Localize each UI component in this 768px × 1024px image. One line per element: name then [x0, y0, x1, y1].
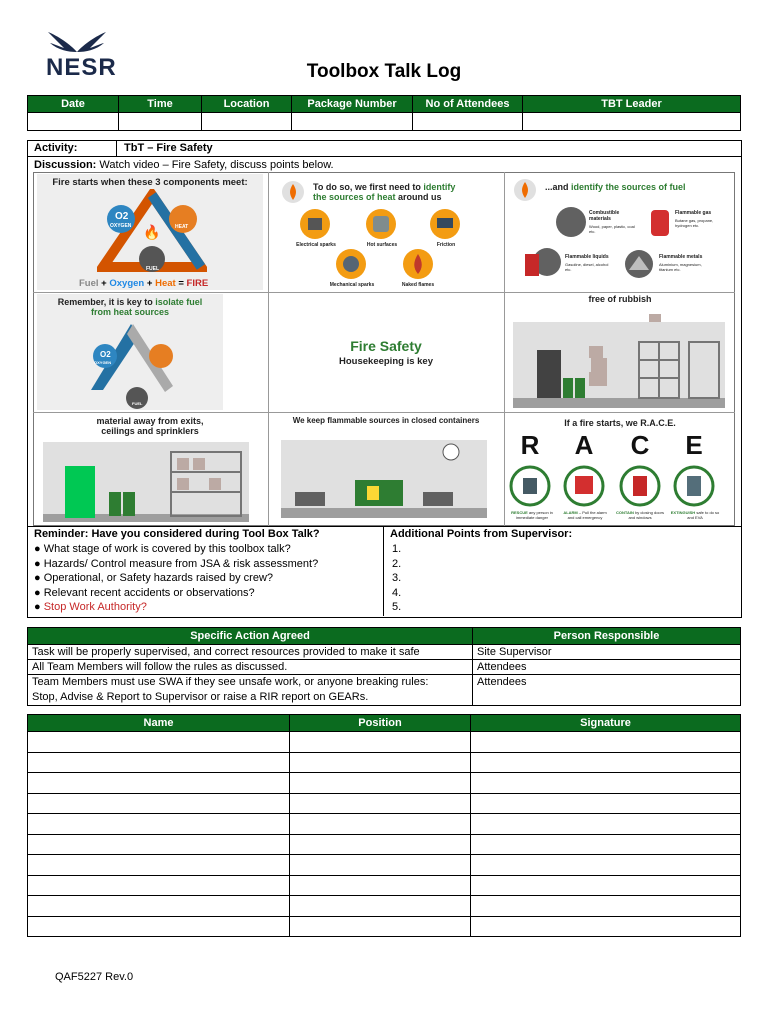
additional-item[interactable]: 5.	[392, 601, 402, 614]
signature-row	[28, 793, 741, 814]
col-person-responsible: Person Responsible	[473, 628, 741, 645]
exit-clear-illustration	[37, 438, 263, 524]
signature-row	[28, 732, 741, 753]
position-input[interactable]	[290, 814, 471, 835]
additional-title: Additional Points from Supervisor:	[390, 528, 573, 540]
signature-row	[28, 834, 741, 855]
p3-item-combustible: Combustible materials	[589, 210, 620, 222]
panel-heat-sources	[273, 174, 499, 290]
name-input[interactable]	[28, 896, 290, 917]
p1-o2: O2	[115, 211, 129, 222]
race-r: R	[520, 430, 540, 460]
position-input[interactable]	[290, 732, 471, 753]
name-input[interactable]	[28, 834, 290, 855]
p2-item-electrical: Electrical sparks	[296, 242, 336, 248]
name-input[interactable]	[28, 916, 290, 937]
position-input[interactable]	[290, 896, 471, 917]
signature-input[interactable]	[471, 834, 741, 855]
signature-input[interactable]	[471, 793, 741, 814]
col-date: Date	[28, 96, 119, 113]
discussion-label: Discussion:	[34, 159, 97, 171]
p2-item-friction: Friction	[436, 242, 456, 248]
position-input[interactable]	[290, 834, 471, 855]
name-input[interactable]	[28, 732, 290, 753]
reminder-item: ● Operational, or Safety hazards raised by crew?	[34, 572, 273, 585]
p1-heat: HEAT	[175, 224, 189, 230]
p8-caption: We keep flammable sources in closed containers	[292, 416, 480, 425]
position-input[interactable]	[290, 793, 471, 814]
tbt-leader-input[interactable]	[523, 113, 741, 131]
activity-row-line	[27, 156, 741, 157]
fire-equation: Fuel + Oxygen + Heat = FIRE	[79, 278, 209, 289]
additional-list	[392, 542, 401, 615]
reminder-list	[34, 542, 318, 615]
location-input[interactable]	[202, 113, 292, 131]
position-input[interactable]	[290, 875, 471, 896]
activity-divider	[116, 140, 117, 156]
signature-input[interactable]	[471, 814, 741, 835]
doc-code: QAF5227 Rev.0	[55, 971, 134, 983]
reminder-divider	[383, 526, 384, 616]
name-input[interactable]	[28, 752, 290, 773]
additional-item[interactable]: 3.	[392, 572, 402, 585]
containers-illustration	[273, 436, 499, 522]
person-cell: Attendees	[473, 675, 741, 706]
discussion-text: Watch video – Fire Safety, discuss points below.	[99, 159, 334, 171]
p7-caption: material away from exits, ceilings and sprinklers	[96, 416, 204, 436]
race-rescue: RESCUE any person in immediate danger	[511, 510, 553, 520]
signature-row	[28, 916, 741, 937]
broken-triangle-icon	[81, 320, 181, 410]
warehouse-clean-illustration	[509, 306, 731, 410]
p4-oxygen: OXYGEN	[94, 360, 112, 365]
signature-row	[28, 814, 741, 835]
race-contain: CONTAIN by closing doors and windows	[616, 510, 664, 520]
col-tbt-leader: TBT Leader	[523, 96, 741, 113]
p9-caption: If a fire starts, we R.A.C.E.	[564, 418, 676, 428]
infographic	[33, 172, 735, 526]
signature-row	[28, 855, 741, 876]
reminder-item: ● Relevant recent accidents or observations?	[34, 586, 255, 599]
signature-table	[27, 714, 741, 937]
heat-sources-icons	[273, 208, 499, 288]
panel-closed-containers	[273, 414, 499, 524]
race-alarm: ALARM – Pull the alarm and call emergency	[563, 510, 607, 520]
p2-title: To do so, we first need to identify the sources of heat around us	[313, 182, 456, 202]
flame-badge-icon	[281, 180, 305, 204]
time-input[interactable]	[119, 113, 202, 131]
fuel-badge-icon	[513, 178, 537, 202]
reminder-title: Reminder: Have you considered during Tool Box Talk?	[34, 528, 320, 540]
p1-oxygen: OXYGEN	[110, 223, 132, 229]
panel-isolate-fuel	[37, 294, 223, 410]
col-specific-action: Specific Action Agreed	[28, 628, 473, 645]
attendees-input[interactable]	[413, 113, 523, 131]
col-name: Name	[28, 715, 290, 732]
name-input[interactable]	[28, 875, 290, 896]
race-icons	[509, 462, 731, 510]
reminder-item-swa: ● Stop Work Authority?	[34, 601, 147, 614]
name-input[interactable]	[28, 793, 290, 814]
col-package-number: Package Number	[292, 96, 413, 113]
additional-item[interactable]: 1.	[392, 543, 402, 555]
signature-row	[28, 875, 741, 896]
col-attendees: No of Attendees	[413, 96, 523, 113]
action-cell: Task will be properly supervised, and correct resources provided to make it safe	[28, 645, 473, 660]
panel-exits-clear	[37, 414, 263, 524]
date-input[interactable]	[28, 113, 119, 131]
p3-title: ...and identify the sources of fuel	[545, 182, 686, 192]
action-table	[27, 627, 741, 706]
signature-input[interactable]	[471, 896, 741, 917]
reminder-line	[27, 526, 741, 527]
fire-triangle-icon	[97, 189, 207, 273]
position-input[interactable]	[290, 916, 471, 937]
signature-input[interactable]	[471, 752, 741, 773]
additional-item[interactable]: 4.	[392, 586, 402, 599]
p3-note-combustible: Wood, paper, plastic, coal etc.	[589, 224, 635, 234]
position-input[interactable]	[290, 773, 471, 794]
name-input[interactable]	[28, 773, 290, 794]
p5-subtitle: Housekeeping is key	[339, 356, 433, 367]
p1-fuel: FUEL	[146, 266, 160, 272]
col-position: Position	[290, 715, 471, 732]
reminder-item: ● What stage of work is covered by this toolbox talk?	[34, 543, 291, 555]
name-input[interactable]	[28, 814, 290, 835]
race-a: A	[574, 430, 594, 460]
p6-caption: free of rubbish	[588, 294, 652, 304]
p3-item-liquids: Flammable liquids	[565, 254, 609, 260]
p1-title: Fire starts when these 3 components meet:	[52, 177, 248, 188]
p2-item-naked: Naked flames	[401, 282, 435, 288]
signature-input[interactable]	[471, 732, 741, 753]
panel-race	[509, 414, 731, 524]
signature-row	[28, 752, 741, 773]
race-e: E	[685, 430, 703, 460]
signature-row	[28, 896, 741, 917]
person-cell: Site Supervisor	[473, 645, 741, 660]
discussion	[34, 159, 334, 171]
action-cell: Team Members must use SWA if they see unsafe work, or anyone breaking rules: Stop, Advise & Report to Supervisor or raise a RIR report on GEARs.	[28, 675, 473, 706]
svg-text:🔥: 🔥	[143, 224, 161, 240]
activity-value: TbT – Fire Safety	[124, 142, 213, 154]
race-extinguish: EXTINGUISH safe to do so and EVA	[670, 510, 720, 520]
p3-item-gas: Flammable gas	[675, 210, 712, 216]
signature-input[interactable]	[471, 855, 741, 876]
panel-free-of-rubbish	[509, 294, 731, 410]
signature-input[interactable]	[471, 875, 741, 896]
col-time: Time	[119, 96, 202, 113]
panel-fire-safety-title	[273, 294, 499, 410]
signature-row	[28, 773, 741, 794]
p4-fuel: FUEL	[132, 401, 143, 406]
p3-note-liquids: Gasoline, diesel, alcohol etc.	[565, 262, 609, 272]
activity-label: Activity:	[34, 142, 78, 154]
action-cell: All Team Members will follow the rules as discussed.	[28, 660, 473, 675]
p3-note-gas: Butane gas, propane, hydrogen etc.	[675, 218, 714, 228]
additional-item[interactable]: 2.	[392, 557, 402, 570]
page-title: Toolbox Talk Log	[306, 61, 462, 82]
logo-text: NESR	[46, 54, 117, 81]
col-signature: Signature	[471, 715, 741, 732]
p4-title: Remember, it is key to isolate fuel from heat sources	[57, 297, 203, 317]
p4-o2: O2	[100, 350, 111, 359]
p2-item-hot: Hot surfaces	[366, 242, 398, 248]
package-number-input[interactable]	[292, 113, 413, 131]
position-input[interactable]	[290, 752, 471, 773]
panel-fuel-sources	[509, 174, 731, 290]
signature-input[interactable]	[471, 916, 741, 937]
race-c: C	[630, 430, 650, 460]
p5-title: Fire Safety	[350, 338, 422, 354]
name-input[interactable]	[28, 855, 290, 876]
wings-logo-icon	[46, 30, 108, 54]
col-location: Location	[202, 96, 292, 113]
person-cell: Attendees	[473, 660, 741, 675]
signature-input[interactable]	[471, 773, 741, 794]
reminder-item: ● Hazards/ Control measure from JSA & risk assessment?	[34, 557, 319, 570]
panel-fire-triangle	[37, 174, 263, 290]
p2-item-mechanical: Mechanical sparks	[329, 282, 375, 288]
position-input[interactable]	[290, 855, 471, 876]
p3-item-metals: Flammable metals	[659, 254, 703, 260]
p3-note-metals: Aluminium, magnesium, titanium etc.	[659, 262, 702, 272]
header-table	[27, 95, 741, 131]
